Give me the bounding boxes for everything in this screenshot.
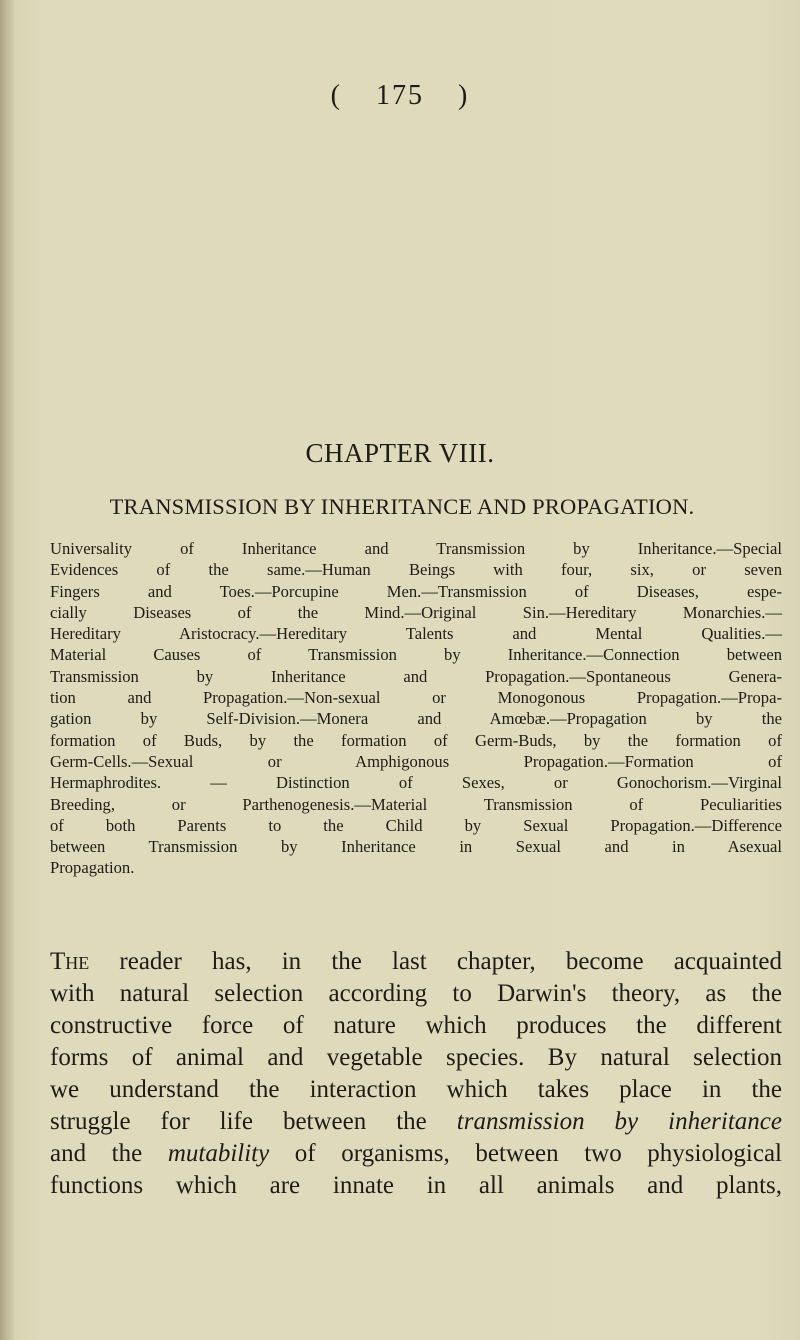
summary-line: between Transmission by Inheritance in Sexual and in Asexual: [50, 837, 782, 857]
italic-term: mutability: [167, 1140, 270, 1167]
body-line-text: of organisms, between two physiological: [269, 1140, 783, 1167]
body-line: functions which are innate in all animals and plants,: [50, 1172, 782, 1199]
chapter-summary: [50, 538, 782, 879]
summary-line: Transmission by Inheritance and Propagation.—Spontaneous Genera-: [50, 666, 782, 686]
page-number-value: 175: [376, 80, 424, 111]
opening-word: The: [50, 948, 90, 975]
body-line: we understand the interaction which takes place in the: [50, 1076, 782, 1103]
summary-line: Germ-Cells.—Sexual or Amphigonous Propagation.—Formation of: [50, 751, 782, 771]
summary-line: tion and Propagation.—Non-sexual or Monogonous Propagation.—Propa-: [50, 688, 782, 708]
italic-term: transmission by inheritance: [456, 1108, 782, 1135]
page-number-open-paren: (: [330, 80, 342, 111]
page-gutter-shadow: [0, 0, 14, 1340]
summary-line: gation by Self-Division.—Monera and Amœbæ.—Propagation by the: [50, 709, 782, 729]
summary-line: Hermaphrodites. — Distinction of Sexes, or Gonochorism.—Virginal: [50, 773, 782, 793]
body-line: forms of animal and vegetable species. By natural selection: [50, 1044, 782, 1071]
summary-line: Material Causes of Transmission by Inheritance.—Connection between: [50, 645, 782, 665]
body-line-text: reader has, in the last chapter, become acquainted: [89, 948, 782, 975]
summary-line: Breeding, or Parthenogenesis.—Material Transmission of Peculiarities: [50, 794, 782, 814]
summary-line: Propagation.: [50, 858, 135, 878]
chapter-title: TRANSMISSION BY INHERITANCE AND PROPAGATION.: [109, 494, 695, 519]
summary-line: formation of Buds, by the formation of Germ-Buds, by the formation of: [50, 730, 782, 750]
body-line-text: and the: [50, 1140, 168, 1167]
page-number-close-paren: ): [458, 80, 470, 111]
chapter-number: CHAPTER VIII.: [305, 438, 495, 468]
body-paragraph: [50, 946, 782, 1202]
summary-line: Hereditary Aristocracy.—Hereditary Talents and Mental Qualities.—: [50, 624, 782, 644]
summary-line: of both Parents to the Child by Sexual Propagation.—Difference: [50, 815, 782, 835]
body-line-text: struggle for life between the: [50, 1108, 457, 1135]
summary-line: Universality of Inheritance and Transmission by Inheritance.—Special: [50, 539, 782, 558]
body-line: [50, 1106, 782, 1138]
summary-line: Evidences of the same.—Human Beings with four, six, or seven: [50, 560, 782, 580]
body-line: [50, 1138, 782, 1170]
body-line: constructive force of nature which produces the different: [50, 1012, 782, 1039]
body-line: with natural selection according to Darwin's theory, as the: [50, 980, 782, 1007]
summary-line: Fingers and Toes.—Porcupine Men.—Transmission of Diseases, espe-: [50, 581, 782, 601]
body-line: [50, 946, 782, 978]
page-number: [0, 80, 800, 112]
summary-line: cially Diseases of the Mind.—Original Sin.—Hereditary Monarchies.—: [50, 602, 782, 622]
